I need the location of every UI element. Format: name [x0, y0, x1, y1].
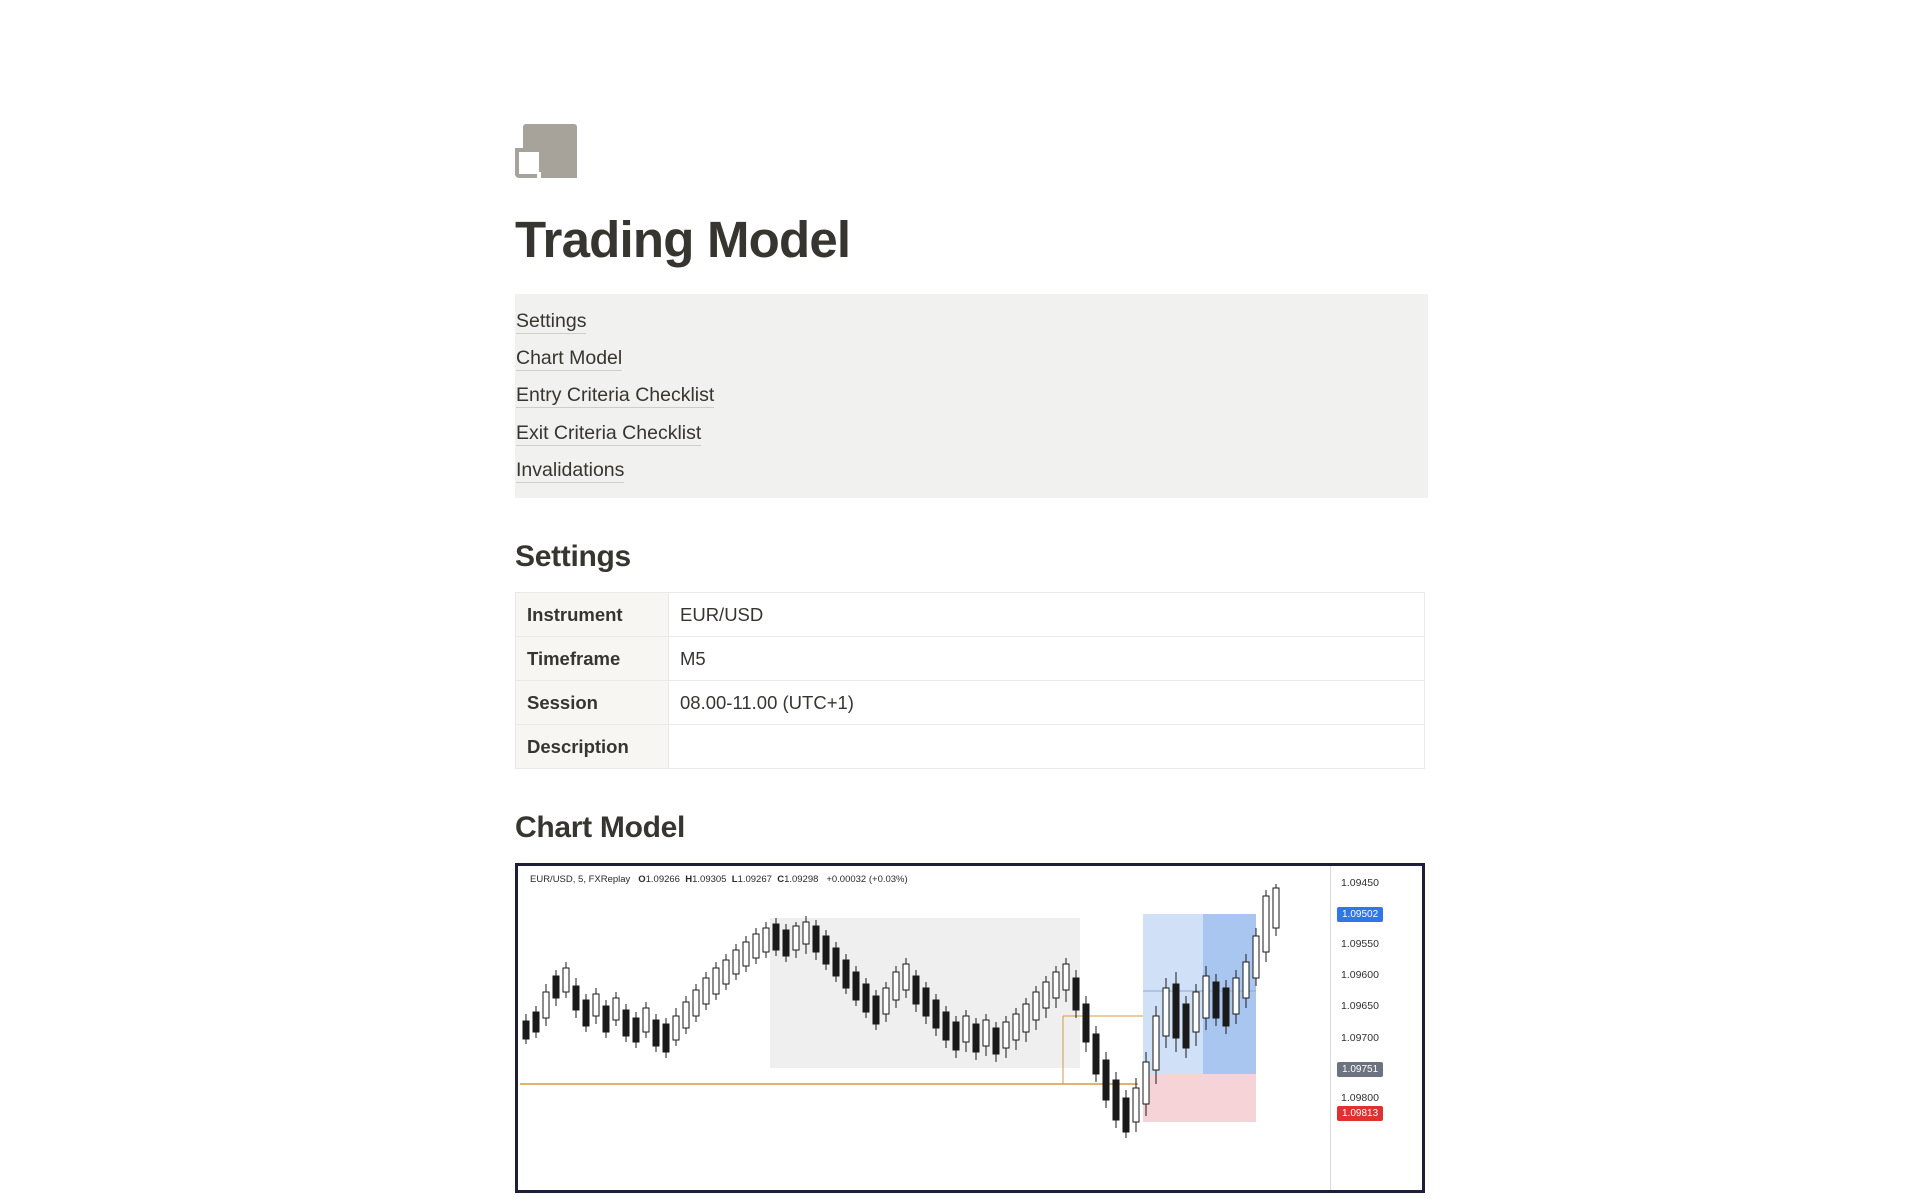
settings-key-timeframe: Timeframe [516, 637, 669, 681]
table-of-contents [515, 294, 1428, 498]
toc-link-label: Entry Criteria Checklist [516, 384, 715, 407]
page-title: Trading Model [515, 211, 851, 268]
candlestick-chart [518, 866, 1422, 1190]
settings-value-instrument[interactable]: EUR/USD [669, 593, 1425, 637]
price-pill-stop: 1.09813 [1337, 1106, 1383, 1121]
toc-item-invalidations[interactable] [515, 452, 1428, 489]
toc-item-entry-criteria-checklist[interactable] [515, 377, 1428, 414]
settings-value-timeframe[interactable]: M5 [669, 637, 1425, 681]
price-pill-level: 1.09751 [1337, 1062, 1383, 1077]
toc-link-label: Chart Model [516, 347, 623, 370]
table-row [516, 725, 1425, 769]
ohlc-high: 1.09305 [692, 874, 727, 886]
settings-key-session: Session [516, 681, 669, 725]
settings-value-description[interactable] [669, 725, 1425, 769]
axis-tick: 1.09700 [1341, 1032, 1379, 1045]
chart-symbol-info [530, 874, 908, 885]
price-pill-current: 1.09502 [1337, 907, 1383, 922]
ohlc-change: +0.00032 (+0.03%) [826, 874, 908, 886]
settings-key-description: Description [516, 725, 669, 769]
ohlc-open-label: O [638, 874, 646, 886]
table-row [516, 637, 1425, 681]
settings-heading: Settings [515, 540, 631, 574]
toc-link-label: Invalidations [516, 458, 625, 481]
chart-symbol: EUR/USD, 5, FXReplay [530, 874, 631, 886]
settings-value-session[interactable]: 08.00-11.00 (UTC+1) [669, 681, 1425, 725]
settings-key-instrument: Instrument [516, 593, 669, 637]
axis-tick: 1.09450 [1341, 877, 1379, 890]
toc-item-chart-model[interactable] [515, 340, 1428, 377]
ohlc-close-label: C [777, 874, 785, 886]
chart-canvas [518, 866, 1422, 1190]
table-row [516, 681, 1425, 725]
settings-table [515, 592, 1425, 769]
axis-tick: 1.09550 [1341, 938, 1379, 951]
table-row [516, 593, 1425, 637]
ohlc-close: 1.09298 [784, 874, 819, 886]
ohlc-low-label: L [731, 874, 738, 886]
document-icon [515, 120, 577, 182]
axis-tick: 1.09600 [1341, 969, 1379, 982]
toc-link-label: Exit Criteria Checklist [516, 421, 702, 444]
axis-tick: 1.09650 [1341, 1000, 1379, 1013]
stop-loss-zone [1143, 1074, 1256, 1122]
chart-model-heading: Chart Model [515, 811, 686, 845]
toc-link-label: Settings [516, 310, 587, 333]
ohlc-open: 1.09266 [645, 874, 680, 886]
axis-tick: 1.09800 [1341, 1092, 1379, 1105]
toc-item-settings[interactable] [515, 303, 1428, 340]
ohlc-low: 1.09267 [737, 874, 772, 886]
ohlc-high-label: H [685, 874, 693, 886]
price-axis[interactable] [1330, 866, 1422, 1190]
chart-model-image[interactable] [515, 863, 1425, 1193]
toc-item-exit-criteria-checklist[interactable] [515, 415, 1428, 452]
